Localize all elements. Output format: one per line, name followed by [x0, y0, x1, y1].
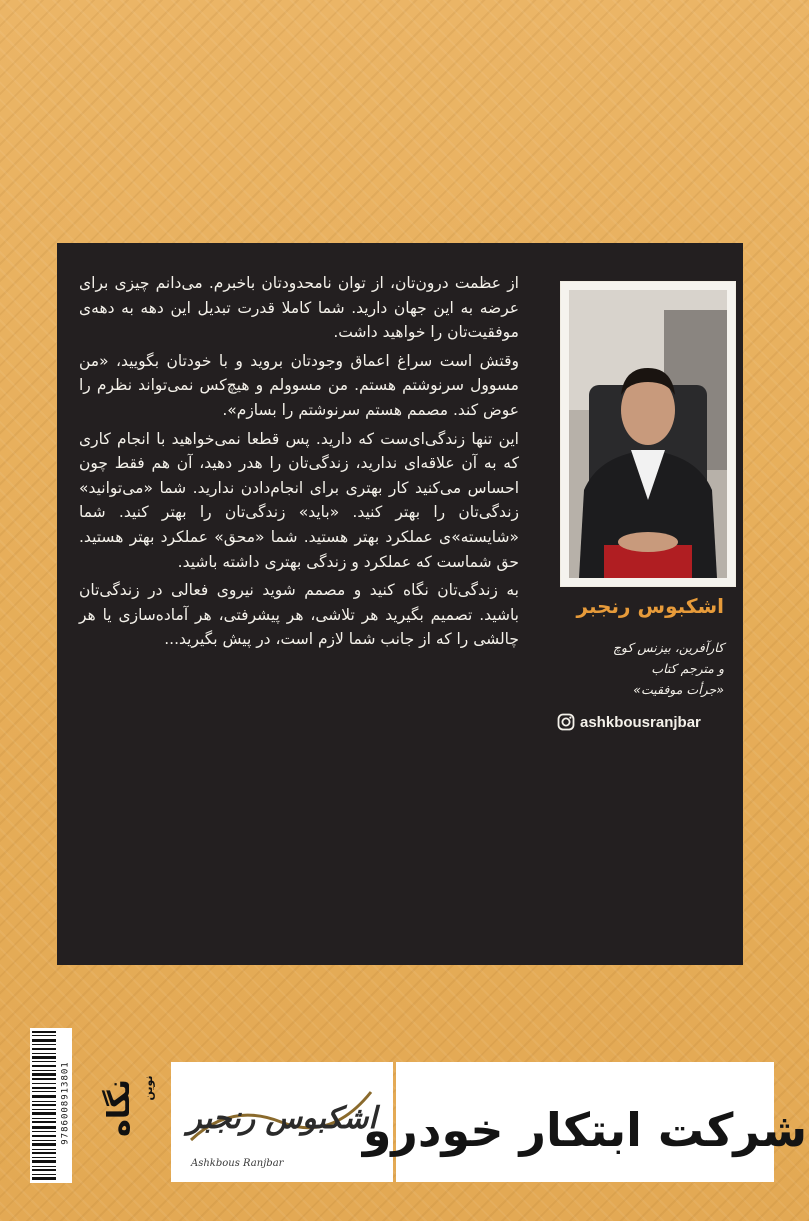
author-signature-logo [171, 1062, 393, 1182]
company-logo-art [362, 1062, 808, 1182]
publisher-subname: نوین [142, 1075, 155, 1101]
company-name: شرکت ابتکار خودرو [362, 1103, 808, 1157]
instagram-icon [557, 713, 575, 731]
signature-logo-art [171, 1062, 393, 1182]
instagram-handle-text: ashkbousranjbar [580, 713, 701, 731]
publisher-logo [74, 1068, 164, 1148]
author-name: اشکبوس رنجبر [576, 594, 724, 618]
blurb-paragraph-1: از عظمت درون‌تان، از توان نامحدودتان باخبرم. می‌دانم چیزی برای عرضه به این جهان دارید. شما کاملا قدرت تبدیل این دهه به دهه‌ی موفقیت‌تان را خواهید داشت. [79, 274, 519, 342]
instagram-handle[interactable] [557, 713, 737, 731]
author-portrait-illustration [569, 290, 727, 578]
author-bio-line: کارآفرین، بیزنس کوچ [612, 640, 724, 655]
blurb-paragraph-3: این تنها زندگی‌ای‌ست که دارید. پس قطعا نمی‌خواهید با انجام کاری که به آن علاقه‌ای ندارید، زندگی‌تان را هدر دهید، آن هم فقط چون احساس می‌کنید کار بهتری برای انجام‌دادن ندارید. شما «می‌توانید» زندگی‌تان را بهتر کنید. «باید» زندگی‌تان را بهتر کنید. شما «شایسته»ی عملکرد بهتر هستید. شما «محق» عملکرد بهتر هستید. حق شماست که عملکرد و زندگی بهتری داشته باشید. [79, 429, 519, 571]
barcode-number [58, 1028, 72, 1183]
company-logo [362, 1062, 808, 1182]
isbn-text: 9786008913801 [60, 1061, 71, 1145]
publisher-logo-art [74, 1068, 164, 1148]
back-cover-text-panel [57, 243, 743, 965]
signature-name: اشکبوس رنجبر [187, 1101, 377, 1136]
author-photo [560, 281, 736, 587]
signature-latin: Ashkbous Ranjbar [191, 1158, 284, 1169]
blurb-paragraph-4: به زندگی‌تان نگاه کنید و مصمم شوید نیروی فعالی در زندگی‌تان باشید. تصمیم بگیرید هر تلاشی، هر پیشرفتی، هر آماده‌سازی یا هر چالشی را که از جانب شما لازم است، در پیش بگیرید... [79, 581, 519, 649]
publisher-name: نگاه [102, 1079, 137, 1137]
author-bio-line: و مترجم کتاب [651, 661, 724, 676]
author-bio-line: «جرأت موفقیت» [633, 682, 724, 697]
blurb-text [79, 271, 519, 656]
barcode [30, 1028, 58, 1183]
barcode-bars [30, 1028, 58, 1183]
author-bio [544, 637, 724, 700]
blurb-paragraph-2: وقتش است سراغ اعماق وجودتان بروید و با خودتان بگویید، «من مسوول سرنوشتم هستم. من مسوولم و هیچ‌کس نمی‌تواند نظرم را عوض کند. مصمم هستم سرنوشتم را بسازم». [79, 351, 519, 419]
